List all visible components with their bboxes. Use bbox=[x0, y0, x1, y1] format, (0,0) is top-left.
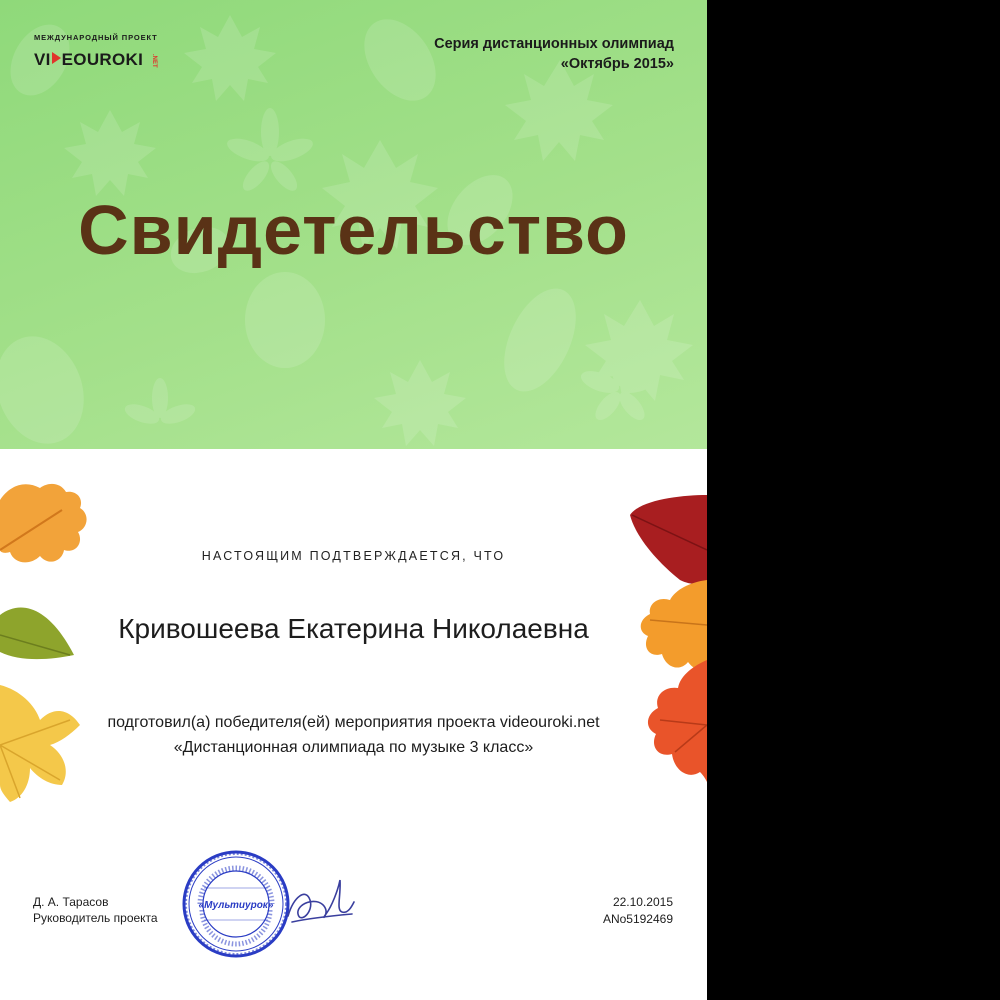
videouroki-logo[interactable] bbox=[34, 50, 143, 70]
left-leaves-decoration bbox=[0, 480, 110, 870]
play-icon bbox=[52, 52, 61, 64]
description-line-2: «Дистанционная олимпиада по музыке 3 класс» bbox=[173, 739, 534, 756]
hero-banner bbox=[0, 0, 707, 449]
logo-text-start: VI bbox=[34, 50, 51, 69]
logo-caption: МЕЖДУНАРОДНЫЙ ПРОЕКТ bbox=[34, 33, 158, 42]
olympiad-series bbox=[374, 34, 674, 74]
document-number: ANo5192469 bbox=[602, 912, 673, 926]
signature bbox=[280, 866, 360, 936]
red-leaf bbox=[630, 495, 707, 584]
stamp-center-text: «Мультиурок» bbox=[198, 900, 274, 911]
logo-suffix: .NET bbox=[151, 54, 157, 68]
signer-role: Руководитель проекта bbox=[33, 911, 158, 925]
logo-text-end: EOUROKI bbox=[61, 50, 144, 69]
signer-name: Д. А. Тарасов bbox=[33, 895, 109, 909]
confirmation-text: НАСТОЯЩИМ ПОДТВЕРЖДАЕТСЯ, ЧТО bbox=[201, 549, 506, 563]
series-period: «Октябрь 2015» bbox=[560, 56, 674, 72]
round-stamp bbox=[180, 848, 292, 960]
right-leaves-decoration bbox=[620, 490, 707, 810]
description-line-1: подготовил(а) победителя(ей) мероприятия проекта videouroki.net bbox=[107, 714, 600, 731]
series-title: Серия дистанционных олимпиад bbox=[434, 36, 674, 52]
recipient-name: Кривошеева Екатерина Николаевна bbox=[118, 613, 589, 644]
issue-date: 22.10.2015 bbox=[612, 895, 673, 909]
certificate-title: Свидетельство bbox=[78, 191, 629, 269]
